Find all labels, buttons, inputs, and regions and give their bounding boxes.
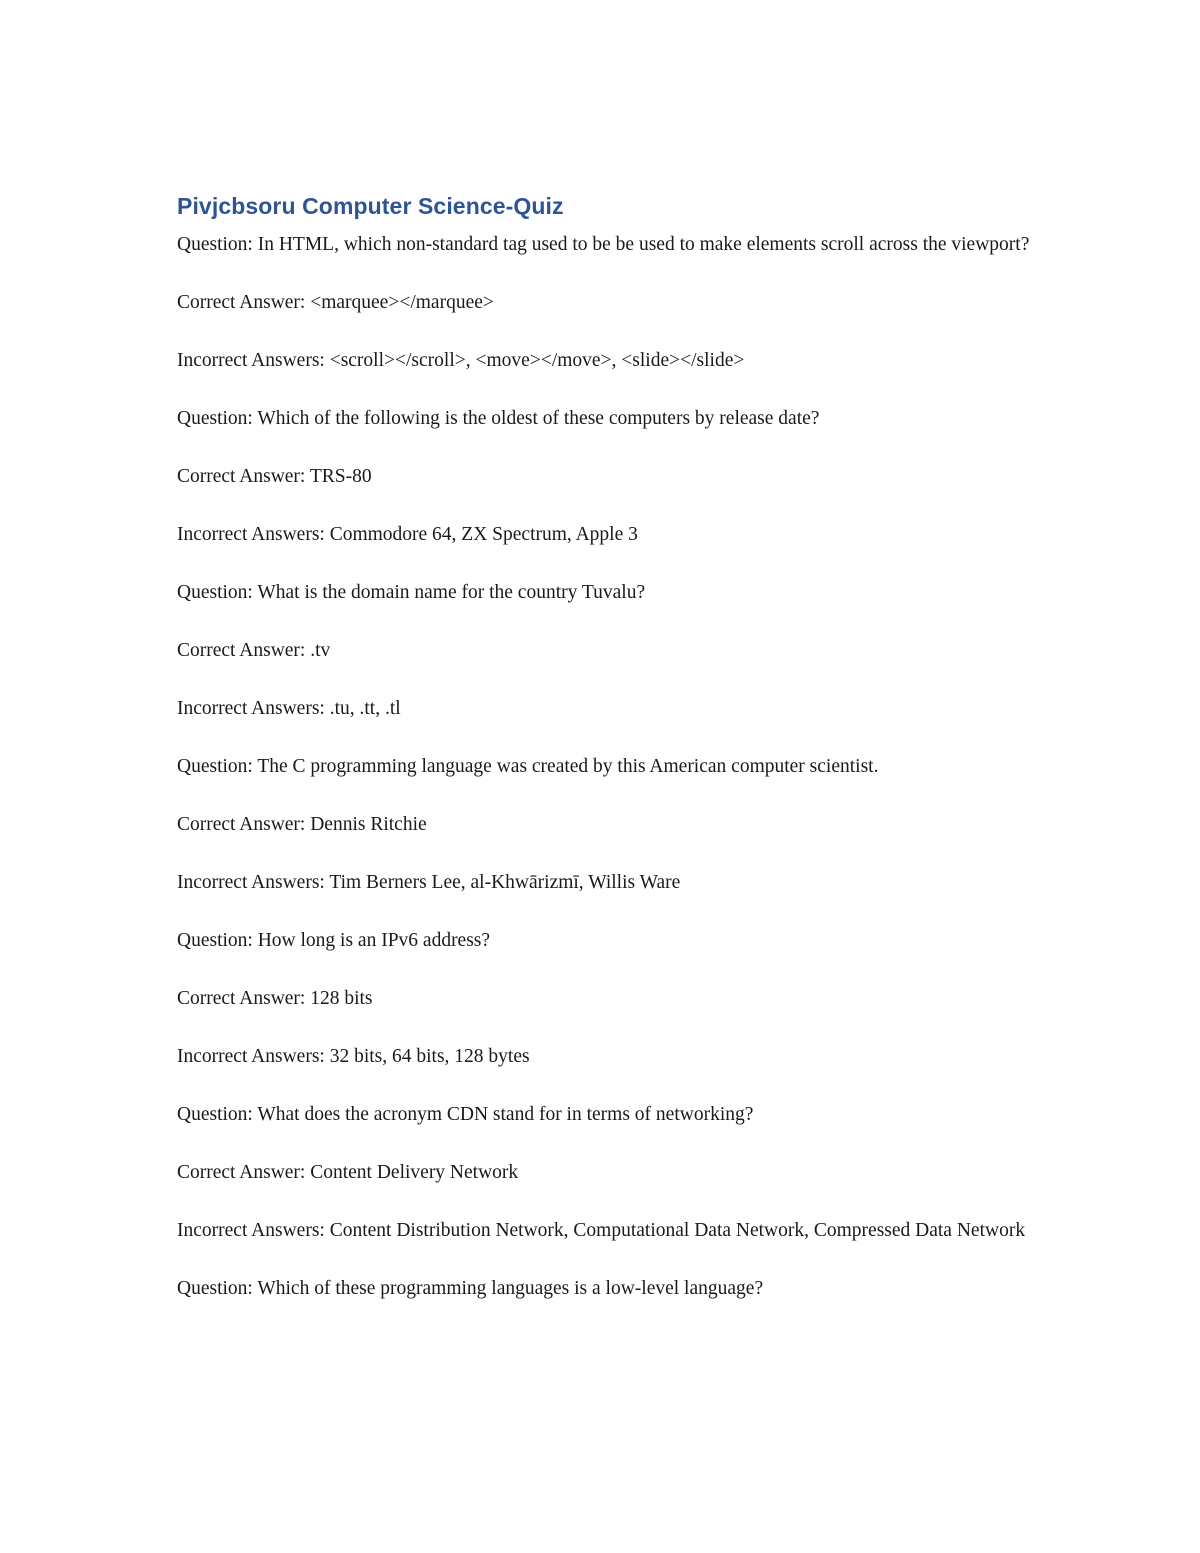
incorrect-answers-paragraph: Incorrect Answers: 32 bits, 64 bits, 128 bytes bbox=[177, 1046, 530, 1067]
correct-answer-paragraph: Correct Answer: .tv bbox=[177, 640, 331, 661]
question-paragraph: Question: What is the domain name for the country Tuvalu? bbox=[177, 582, 646, 603]
question-paragraph: Question: Which of these programming languages is a low-level language? bbox=[177, 1278, 764, 1299]
correct-answer-paragraph: Correct Answer: TRS-80 bbox=[177, 466, 372, 487]
incorrect-answers-paragraph: Incorrect Answers: .tu, .tt, .tl bbox=[177, 698, 401, 719]
incorrect-answers-paragraph: Incorrect Answers: Content Distribution Network, Computational Data Network, Compressed Data Network bbox=[177, 1220, 1026, 1241]
question-paragraph: Question: What does the acronym CDN stand for in terms of networking? bbox=[177, 1104, 754, 1125]
correct-answer-paragraph: Correct Answer: 128 bits bbox=[177, 988, 373, 1009]
question-paragraph: Question: Which of the following is the oldest of these computers by release date? bbox=[177, 408, 820, 429]
correct-answer-paragraph: Correct Answer: <marquee></marquee> bbox=[177, 292, 494, 313]
correct-answer-paragraph: Correct Answer: Dennis Ritchie bbox=[177, 814, 427, 835]
document-title: Pivjcbsoru Computer Science-Quiz bbox=[177, 193, 564, 219]
incorrect-answers-paragraph: Incorrect Answers: Tim Berners Lee, al-Khwārizmī, Willis Ware bbox=[177, 872, 681, 893]
correct-answer-paragraph: Correct Answer: Content Delivery Network bbox=[177, 1162, 519, 1183]
question-paragraph: Question: The C programming language was created by this American computer scientist. bbox=[177, 756, 879, 777]
incorrect-answers-paragraph: Incorrect Answers: <scroll></scroll>, <move></move>, <slide></slide> bbox=[177, 350, 745, 371]
incorrect-answers-paragraph: Incorrect Answers: Commodore 64, ZX Spectrum, Apple 3 bbox=[177, 524, 638, 545]
document-body bbox=[177, 190, 1037, 1332]
question-paragraph: Question: In HTML, which non-standard tag used to be be used to make elements scroll across the viewport? bbox=[177, 234, 1030, 255]
question-paragraph: Question: How long is an IPv6 address? bbox=[177, 930, 491, 951]
